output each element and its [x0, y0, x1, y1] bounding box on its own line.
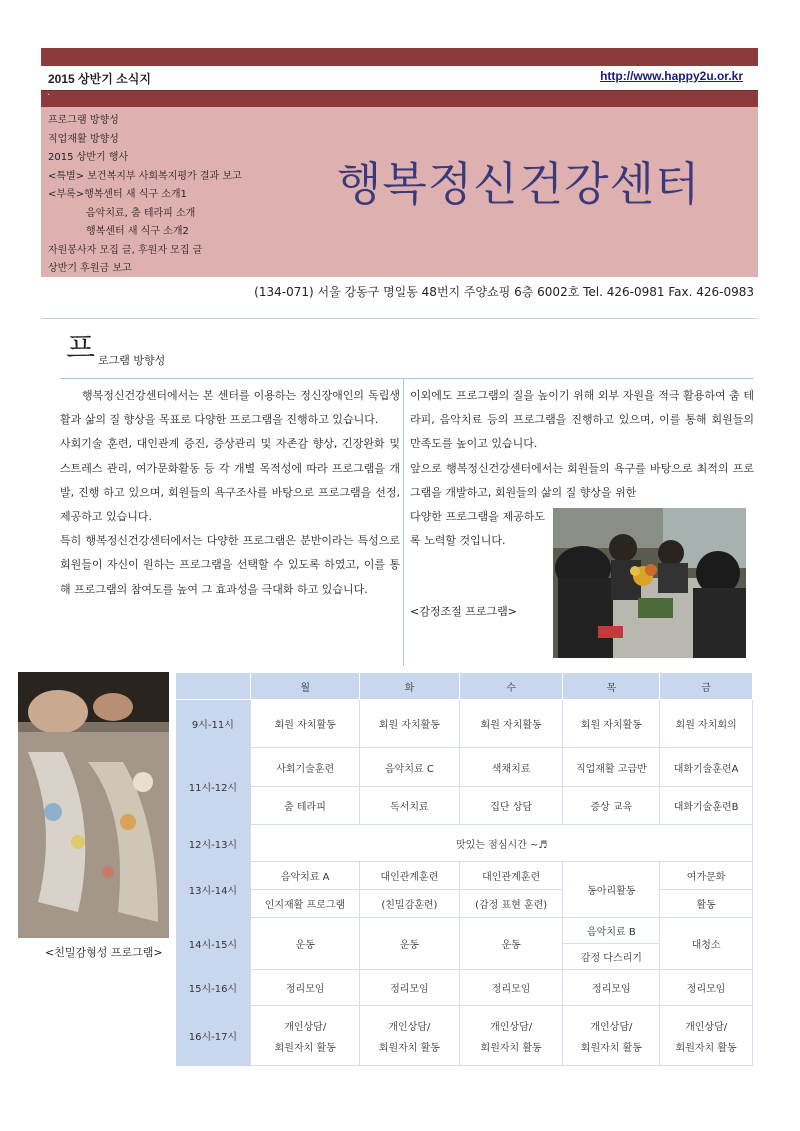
time-cell: 14시-15시: [176, 918, 251, 970]
center-title: 행복정신건강센터: [337, 157, 701, 211]
schedule-header-row: [176, 673, 753, 700]
toc-item: 자원봉사자 모집 글, 후원자 모집 글: [48, 244, 203, 256]
schedule-cell: (친밀감훈련): [360, 890, 460, 918]
schedule-cell: 정리모임: [660, 970, 753, 1006]
toc-item: 2015 상반기 행사: [48, 152, 129, 163]
schedule-cell: 음악치료 B: [563, 918, 660, 944]
photo-caption-left: <친밀감형성 프로그램>: [45, 946, 163, 959]
toc-item: <특별> 보건복지부 사회복지평가 결과 보고: [48, 170, 242, 182]
schedule-cell: [563, 1006, 660, 1066]
schedule-cell: 정리모임: [360, 970, 460, 1006]
time-cell: 11시-12시: [176, 748, 251, 825]
schedule-cell: 정리모임: [563, 970, 660, 1006]
schedule-cell: 대청소: [660, 918, 753, 970]
cell-line: 회원자치 활동: [480, 1042, 542, 1054]
column-divider: [403, 378, 404, 666]
schedule-cell: 회원 자치활동: [563, 700, 660, 748]
schedule-cell: 색채치료: [459, 748, 563, 787]
issue-label: 2015 상반기 소식지: [48, 72, 151, 86]
cell-line: 개인상담/: [284, 1021, 327, 1033]
website-link[interactable]: http://www.happy2u.or.kr: [600, 69, 743, 83]
schedule-cell: 회원 자치활동: [360, 700, 460, 748]
schedule-cell: [459, 1006, 563, 1066]
schedule-cell: (감정 표현 훈련): [459, 890, 563, 918]
cell-line: 개인상담/: [590, 1021, 633, 1033]
photo-caption-right: <감정조절 프로그램>: [410, 605, 517, 618]
cell-line: 회원자치 활동: [580, 1042, 642, 1054]
header-top-bar: [41, 48, 758, 66]
photo-emotion-program: [553, 508, 746, 658]
schedule-cell: 회원 자치활동: [459, 700, 563, 748]
table-row: [176, 918, 753, 944]
schedule-cell: 정리모임: [459, 970, 563, 1006]
paragraph: 특히 행복정신건강센터에서는 다양한 프로그램은 분반이라는 특성으로 회원들이 자신이 원하는 프로그램을 선택할 수 있도록 하였고, 이를 통해 프로그램의 참여도를 높여 그 효과성을 극대화 하고 있습니다.: [60, 534, 400, 596]
schedule-cell: 감정 다스리기: [563, 944, 660, 970]
day-header: 금: [660, 673, 753, 700]
toc-item: 행복센터 새 식구 소개2: [86, 226, 189, 237]
table-row: [176, 970, 753, 1006]
cell-line: 개인상담/: [490, 1021, 533, 1033]
schedule-cell: 회원 자치활동: [251, 700, 360, 748]
table-row: [176, 825, 753, 862]
time-cell: 13시-14시: [176, 862, 251, 918]
schedule-cell: 인지재활 프로그램: [251, 890, 360, 918]
bar-dot: ·: [47, 90, 51, 101]
cell-line: 개인상담/: [685, 1021, 728, 1033]
table-row: [176, 700, 753, 748]
toc-item: <부록>행복센터 새 식구 소개1: [48, 189, 187, 200]
schedule-cell: 운동: [459, 918, 563, 970]
time-cell: 9시-11시: [176, 700, 251, 748]
paragraph: 이외에도 프로그램의 질을 높이기 위해 외부 자원을 적극 활용하여 춤 테라피, 음악치료 등의 프로그램을 진행하고 있으며, 이를 통해 회원들의 만족도를 높이고 있습니다.: [410, 389, 754, 451]
toc-item: 직업재활 방향성: [48, 133, 119, 145]
table-row: [176, 748, 753, 787]
schedule-cell: 활동: [660, 890, 753, 918]
day-header: 목: [563, 673, 660, 700]
schedule-cell: 증상 교육: [563, 787, 660, 825]
time-cell: 12시-13시: [176, 825, 251, 862]
table-row: [176, 787, 753, 825]
schedule-cell: 대화기술훈련B: [660, 787, 753, 825]
section-title: 로그램 방향성: [98, 354, 166, 367]
schedule-cell: 춤 테라피: [251, 787, 360, 825]
cell-line: 회원자치 활동: [274, 1042, 336, 1054]
schedule-cell: [660, 1006, 753, 1066]
column-top-rule: [60, 378, 754, 379]
cell-line: 회원자치 활동: [378, 1042, 440, 1054]
day-header: 수: [459, 673, 563, 700]
time-cell: 15시-16시: [176, 970, 251, 1006]
toc-item: 프로그램 방향성: [48, 115, 119, 126]
toc-item: 음악치료, 춤 테라피 소개: [86, 207, 196, 219]
schedule-cell: 동아리활동: [563, 862, 660, 918]
weekly-schedule-table: [175, 672, 753, 1066]
schedule-cell: [251, 1006, 360, 1066]
corner-cell: [176, 673, 251, 700]
schedule-cell: 집단 상담: [459, 787, 563, 825]
photo-intimacy-program: [18, 672, 169, 938]
schedule-cell: [360, 1006, 460, 1066]
toc-item: 상반기 후원금 보고: [48, 263, 132, 274]
time-cell: 16시-17시: [176, 1006, 251, 1066]
schedule-cell: 회원 자치회의: [660, 700, 753, 748]
schedule-cell: 음악치료 C: [360, 748, 460, 787]
divider: [41, 318, 758, 319]
lunch-cell: 맛있는 점심시간 ~♬: [251, 825, 753, 862]
cell-line: 회원자치 활동: [675, 1042, 737, 1054]
table-row: [176, 1006, 753, 1066]
table-row: [176, 862, 753, 890]
day-header: 화: [360, 673, 460, 700]
paragraph: 다양한 프로그램을 제공하도록 노력할 것입니다.: [410, 510, 545, 548]
schedule-cell: 운동: [251, 918, 360, 970]
day-header: 월: [251, 673, 360, 700]
schedule-cell: 대화기술훈련A: [660, 748, 753, 787]
schedule-cell: 대인관계훈련: [360, 862, 460, 890]
schedule-cell: 음악치료 A: [251, 862, 360, 890]
schedule-cell: 대인관계훈련: [459, 862, 563, 890]
paragraph: 앞으로 행복정신건강센터에서는 회원들의 욕구를 바탕으로 최적의 프로그램을 개발하고, 회원들의 삶의 질 향상을 위한: [410, 461, 754, 499]
schedule-cell: 운동: [360, 918, 460, 970]
address-line: (134-071) 서울 강동구 명일동 48번지 주양쇼핑 6층 6002호 Tel. 426-0981 Fax. 426-0983: [254, 285, 754, 299]
paragraph: 사회기술 훈련, 대인관계 증진, 증상관리 및 자존감 향상, 긴장완화 및 스트레스 관리, 여가문화활동 등 각 개별 목적성에 따라 프로그램을 개발, 진행 하고 있으며, 회원들의 욕구조사를 바탕으로 프로그램을 선정, 제공하고 있습니다.: [60, 437, 400, 524]
schedule-cell: 사회기술훈련: [251, 748, 360, 787]
schedule-cell: 정리모임: [251, 970, 360, 1006]
paragraph: 행복정신건강센터에서는 본 센터를 이용하는 정신장애인의 독립생활과 삶의 질 향상을 목표로 다양한 프로그램을 진행하고 있습니다.: [60, 389, 400, 427]
cell-line: 개인상담/: [388, 1021, 431, 1033]
schedule-cell: 독서치료: [360, 787, 460, 825]
schedule-cell: 직업재활 고급반: [563, 748, 660, 787]
schedule-cell: 여가문화: [660, 862, 753, 890]
section-initial: 프: [66, 331, 95, 366]
table-row: [176, 890, 753, 918]
column-left: [60, 384, 400, 602]
table-of-contents: [48, 112, 242, 279]
header-mid-bar: [41, 91, 758, 107]
